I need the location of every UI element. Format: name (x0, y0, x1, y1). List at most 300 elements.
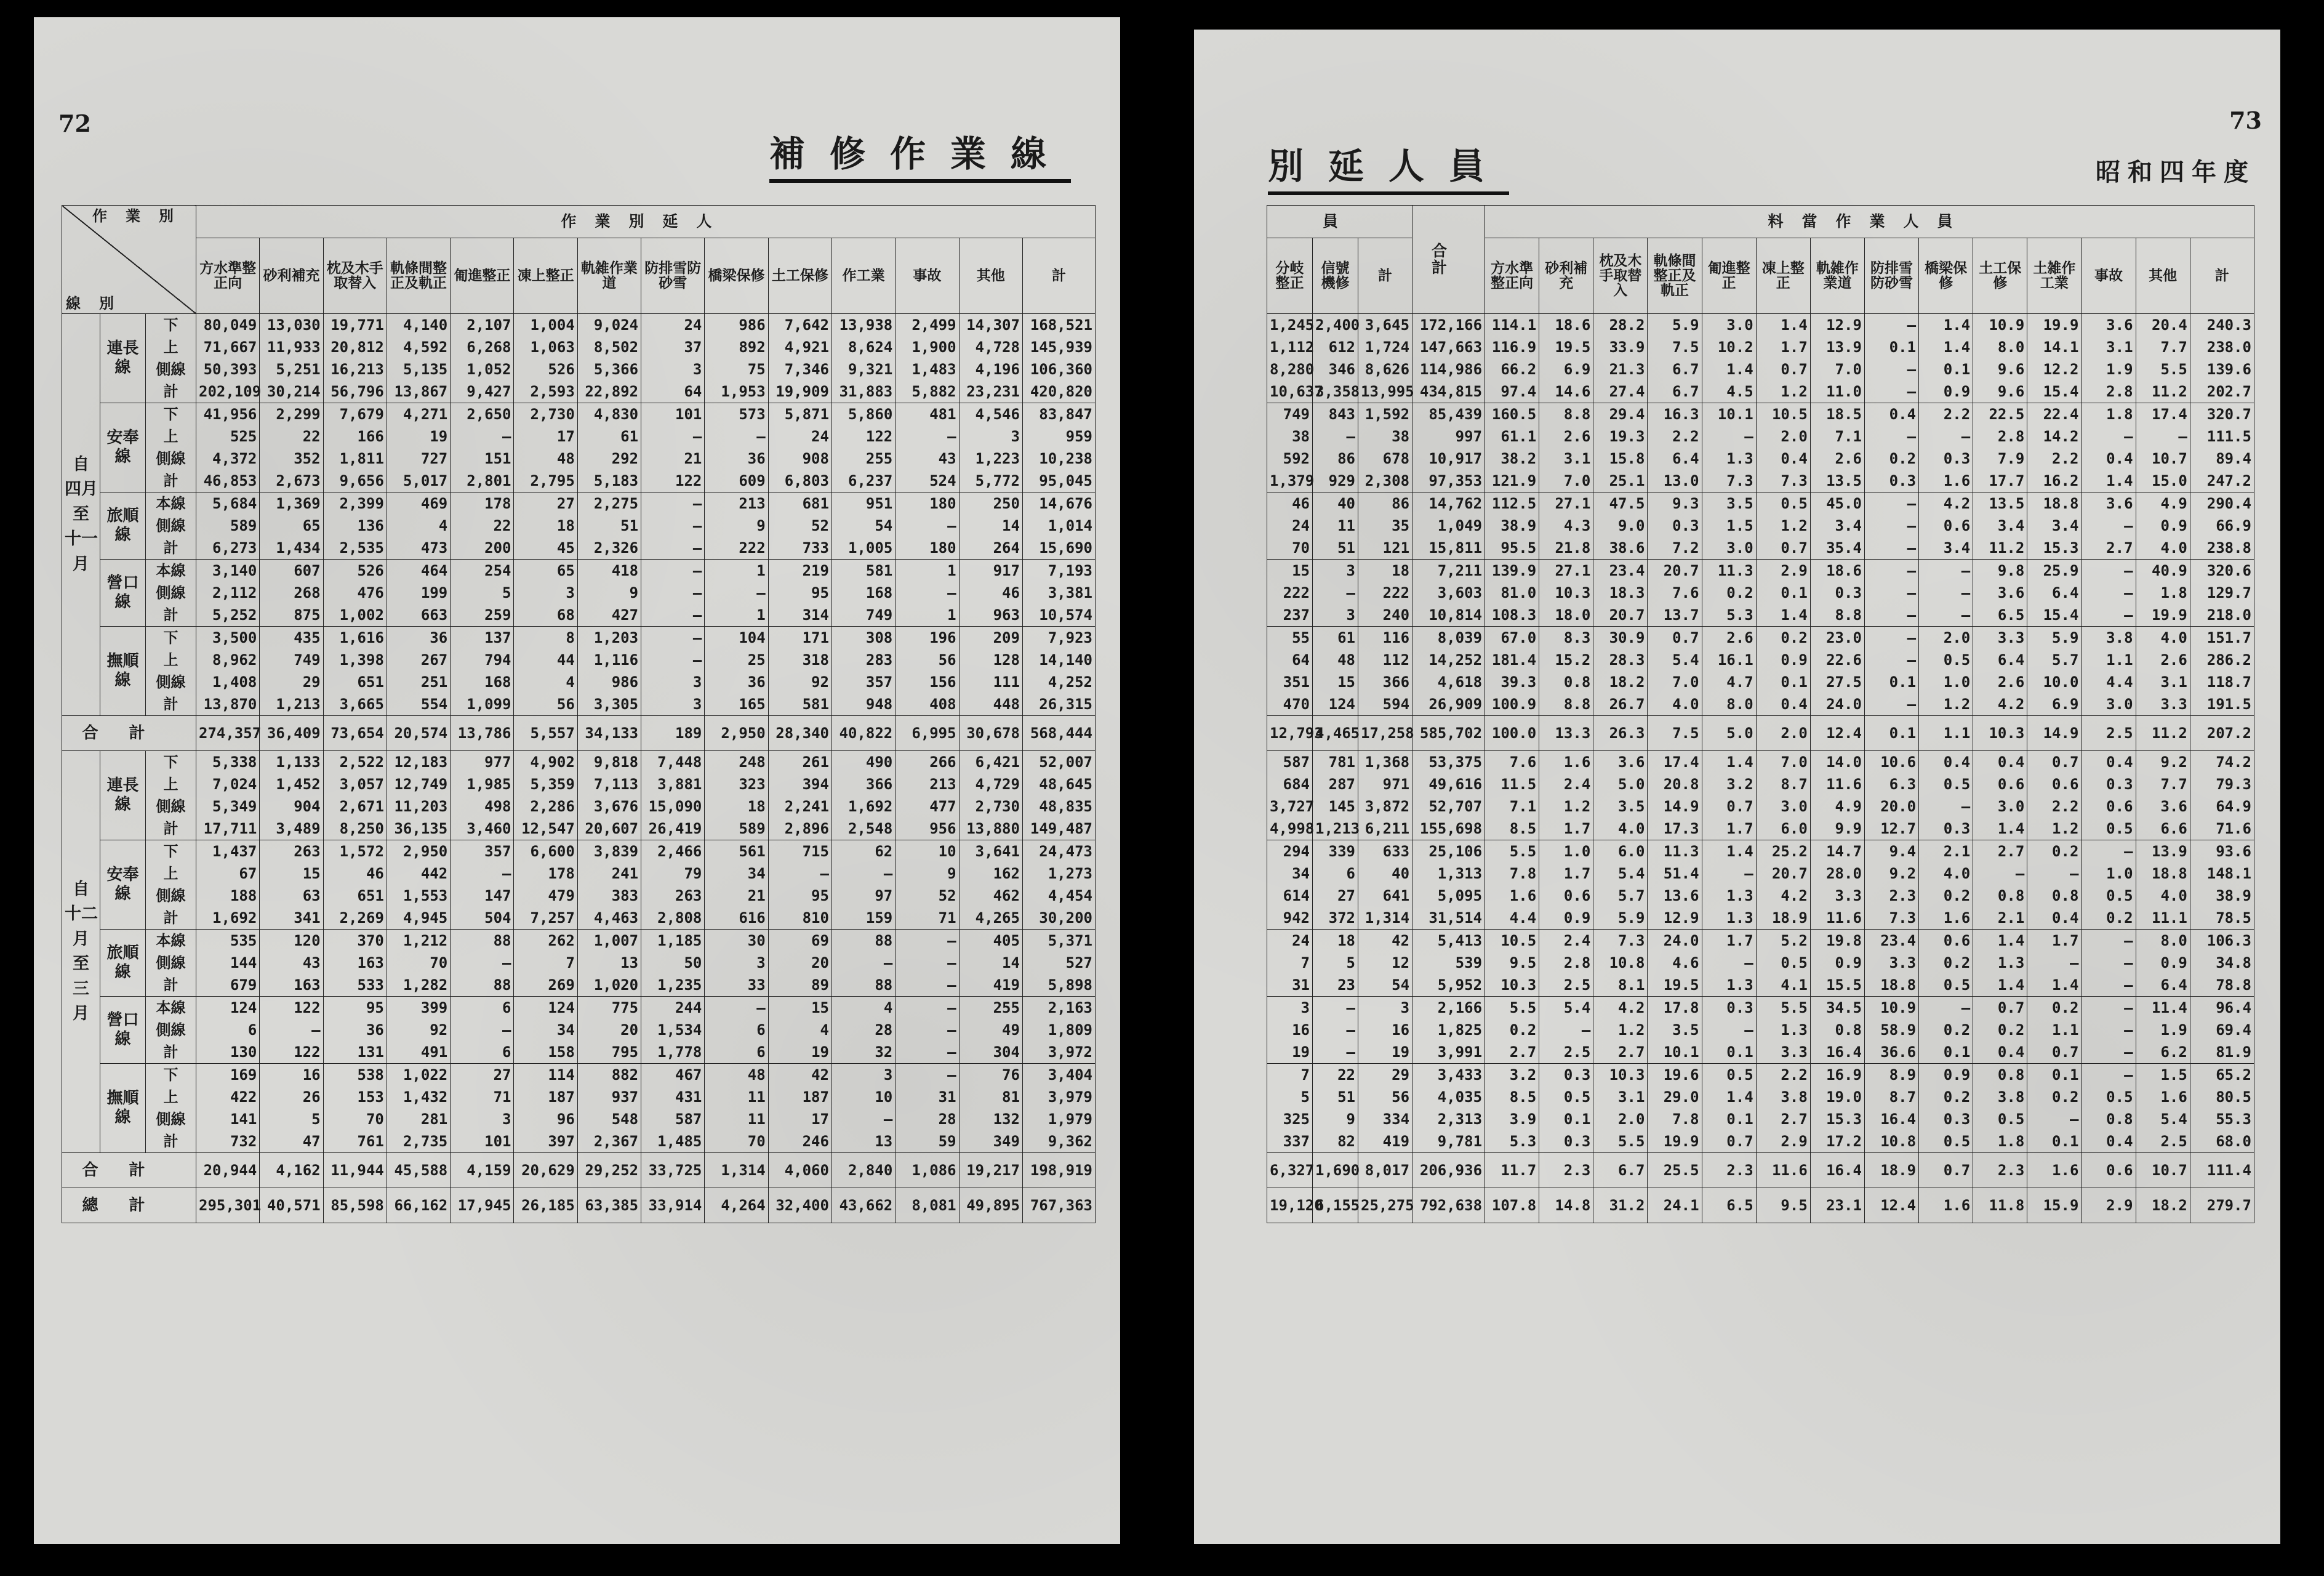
grand-total-cell: 15.9 (2027, 1188, 2082, 1223)
table-row (62, 314, 1096, 403)
table-cell: 22.5 2.8 7.9 17.7 (1973, 403, 2027, 492)
table-cell: 10.1 — 1.3 7.3 (1702, 403, 1756, 492)
line-name: 旅順線 (100, 930, 146, 997)
line-name: 營口線 (100, 560, 146, 627)
table-cell: 3,839 241 383 4,463 (577, 840, 641, 930)
table-cell: 209 128 111 448 (959, 627, 1022, 716)
group-header-left: 作業別延人 (196, 206, 1096, 238)
table-cell: 80,049 71,667 50,393 202,109 (196, 314, 260, 403)
table-cell: 18 222 240 (1358, 560, 1412, 627)
table-cell: 4,271 19 727 5,017 (387, 403, 450, 492)
subtotal-cell: 4,060 (768, 1153, 831, 1188)
table-cell: 116 112 366 594 (1358, 627, 1412, 716)
table-row (62, 930, 1096, 997)
subtotal-label: 合計 (62, 716, 196, 751)
table-cell: 12,183 12,749 11,203 36,135 (387, 751, 450, 840)
table-cell: 14,762 1,049 15,811 (1412, 492, 1485, 560)
table-row (62, 560, 1096, 627)
subtotal-cell: 10.3 (1973, 716, 2027, 751)
subtotal-cell: 2.3 (1702, 1153, 1756, 1188)
table-cell: 19.6 29.0 7.8 19.9 (1648, 1064, 1702, 1153)
page-title-right: 別延人員 (1268, 137, 1509, 195)
table-cell: 1 — 1 (705, 560, 768, 627)
table-cell: 4,140 4,592 5,135 13,867 (387, 314, 450, 403)
table-cell: 0.2 — 0.8 0.4 (2027, 840, 2082, 930)
table-cell: 2.4 2.8 2.5 (1539, 930, 1593, 997)
table-cell: 261 394 2,241 2,896 (768, 751, 831, 840)
subtotal-cell: 4,159 (451, 1153, 514, 1188)
table-cell: 15 222 237 (1267, 560, 1313, 627)
subtotal-cell: 18.9 (1864, 1153, 1918, 1188)
table-cell: 219 95 314 (768, 560, 831, 627)
table-cell: 9.8 3.6 6.5 (1973, 560, 2027, 627)
col-header: 計 (2190, 238, 2254, 314)
table-cell: 171 318 92 581 (768, 627, 831, 716)
track-type: 下 上 側線 計 (146, 1064, 196, 1153)
table-cell: 3,645 1,724 8,626 13,995 (1358, 314, 1412, 403)
subtotal-cell: 6.7 (1593, 1153, 1648, 1188)
subtotal-cell: 1.6 (2027, 1153, 2082, 1188)
grand-total-cell: 43,662 (831, 1188, 895, 1223)
table-cell: 749 38 592 1,379 (1267, 403, 1313, 492)
subtotal-cell: 0.6 (2082, 1153, 2136, 1188)
subtotal-cell: 2.0 (1756, 716, 1810, 751)
table-cell: 2.1 4.0 0.2 1.6 (1919, 840, 1973, 930)
table-cell: 10.5 2.0 0.4 7.3 (1756, 403, 1810, 492)
table-cell: 8.9 8.7 16.4 10.8 (1864, 1064, 1918, 1153)
table-cell: 55 64 351 470 (1267, 627, 1313, 716)
col-header: 軌條間整正及軌正 (387, 238, 450, 314)
table-cell: 10.3 3.1 2.0 5.5 (1593, 1064, 1648, 1153)
subtotal-cell: 206,936 (1412, 1153, 1485, 1188)
table-cell: 180 — 180 (896, 492, 959, 560)
left-page (34, 17, 1120, 1544)
subtotal-row (1267, 1153, 2254, 1188)
table-cell: 23.4 3.3 18.8 (1864, 930, 1918, 997)
table-cell: 19.9 14.1 12.2 15.4 (2027, 314, 2082, 403)
table-cell: 46 24 70 (1267, 492, 1313, 560)
corner-bottom-label: 線別 (66, 294, 132, 312)
table-cell: 7,642 4,921 7,346 19,909 (768, 314, 831, 403)
table-cell: 1,203 1,116 986 3,305 (577, 627, 641, 716)
table-cell: 114.1 116.9 66.2 97.4 (1485, 314, 1539, 403)
table-cell: 0.7 5.4 7.0 4.0 (1648, 627, 1702, 716)
table-cell: 1,592 38 678 2,308 (1358, 403, 1412, 492)
table-cell: 7,679 166 1,811 9,656 (323, 403, 387, 492)
col-header: 橋梁保修 (705, 238, 768, 314)
col-header: 枕及木手取替入 (1593, 238, 1648, 314)
table-cell: 1.5 1.6 5.4 2.5 (2136, 1064, 2190, 1153)
table-cell: 5,338 7,024 5,349 17,711 (196, 751, 260, 840)
table-cell: 0.4 0.3 0.6 0.5 (2082, 751, 2136, 840)
table-cell: 1.4 1.7 0.7 1.2 (1756, 314, 1810, 403)
grand-total-cell: 17,945 (451, 1188, 514, 1223)
table-cell: 1,185 50 1,235 (641, 930, 705, 997)
subtotal-cell: 34,133 (577, 716, 641, 751)
table-row (62, 403, 1096, 492)
col-header: 凍上整正 (1756, 238, 1810, 314)
group-header-staff: 員 (1267, 206, 1412, 238)
table-cell: 24 7 31 (1267, 930, 1313, 997)
grand-total-cell: 24.1 (1648, 1188, 1702, 1223)
table-cell: 13,938 8,624 9,321 31,883 (831, 314, 895, 403)
table-cell: 1,007 13 1,020 (577, 930, 641, 997)
subtotal-cell: 207.2 (2190, 716, 2254, 751)
table-cell: 882 937 548 2,367 (577, 1064, 641, 1153)
table-cell: 69 20 89 (768, 930, 831, 997)
subtotal-cell: 1,314 (705, 1153, 768, 1188)
table-cell: 2,730 17 48 2,795 (514, 403, 577, 492)
table-cell: 0.9 0.2 0.3 0.5 (1919, 1064, 1973, 1153)
table-cell: 101 — 21 122 (641, 403, 705, 492)
page-number-right: 73 (2229, 107, 2262, 134)
table-cell: 104 25 36 165 (705, 627, 768, 716)
col-header: 分岐整正 (1267, 238, 1313, 314)
table-cell: 14.7 28.0 3.3 11.6 (1810, 840, 1864, 930)
line-name: 安奉線 (100, 840, 146, 930)
col-header-grand: 合計 (1412, 206, 1485, 314)
table-cell: 240.3 238.0 139.6 202.7 (2190, 314, 2254, 403)
track-type: 本線 側線 計 (146, 930, 196, 997)
table-cell: 22.4 14.2 2.2 16.2 (2027, 403, 2082, 492)
subtotal-cell: 10.7 (2136, 1153, 2190, 1188)
table-cell: 124 6 130 (196, 997, 260, 1064)
table-cell: 2,466 79 263 2,808 (641, 840, 705, 930)
line-name: 營口線 (100, 997, 146, 1064)
grand-total-cell: 31.2 (1593, 1188, 1648, 1223)
subtotal-cell: 30,678 (959, 716, 1022, 751)
col-header: 事故 (2082, 238, 2136, 314)
table-cell: 370 163 533 (323, 930, 387, 997)
table-cell: 14,676 1,014 15,690 (1022, 492, 1095, 560)
table-cell: 122 — 122 (260, 997, 323, 1064)
subtotal-cell: 8,017 (1358, 1153, 1412, 1188)
table-cell: 1,437 67 188 1,692 (196, 840, 260, 930)
table-cell: 681 52 733 (768, 492, 831, 560)
table-cell: 41,956 525 4,372 46,853 (196, 403, 260, 492)
table-cell: 160.5 61.1 38.2 121.9 (1485, 403, 1539, 492)
subtotal-row (62, 716, 1096, 751)
page-title-left: 補修作業線 (769, 125, 1071, 183)
table-cell: 93.6 148.1 38.9 78.5 (2190, 840, 2254, 930)
grand-total-cell: 6,155 (1313, 1188, 1358, 1223)
table-cell: 3 10 — 13 (831, 1064, 895, 1153)
table-cell: 106.3 34.8 78.8 (2190, 930, 2254, 997)
grand-total-cell: 792,638 (1412, 1188, 1485, 1223)
line-name: 連長線 (100, 314, 146, 403)
table-cell: 3,404 3,979 1,979 9,362 (1022, 1064, 1095, 1153)
subtotal-cell: 2.3 (1539, 1153, 1593, 1188)
table-cell: 2.9 0.1 1.4 (1756, 560, 1810, 627)
fiscal-year: 昭和四年度 (2096, 158, 2256, 187)
table-cell: 1,245 1,112 8,280 10,637 (1267, 314, 1313, 403)
table-row (1267, 403, 2254, 492)
table-cell: 40 11 51 (1313, 492, 1358, 560)
table-cell: 308 283 357 948 (831, 627, 895, 716)
table-row (62, 627, 1096, 716)
table-cell: 418 9 427 (577, 560, 641, 627)
col-header: 砂利補充 (1539, 238, 1593, 314)
line-name: 旅順線 (100, 492, 146, 560)
grand-total-cell: 6.5 (1702, 1188, 1756, 1223)
table-cell: 2,400 612 346 3,358 (1313, 314, 1358, 403)
table-cell: 1.7 — 1.3 (1702, 930, 1756, 997)
table-cell: 2,399 136 2,535 (323, 492, 387, 560)
table-cell: 120 43 163 (260, 930, 323, 997)
table-row (62, 492, 1096, 560)
table-cell: 320.6 129.7 218.0 (2190, 560, 2254, 627)
table-cell: 172,166 147,663 114,986 434,815 (1412, 314, 1485, 403)
table-cell: 8.3 15.2 0.8 8.8 (1539, 627, 1593, 716)
table-cell: 581 168 749 (831, 560, 895, 627)
table-cell: 2.6 16.1 4.7 8.0 (1702, 627, 1756, 716)
table-row (1267, 751, 2254, 840)
subtotal-cell: 29,252 (577, 1153, 641, 1188)
table-cell: — — — (2082, 997, 2136, 1064)
table-cell: 5.5 7.8 1.6 4.4 (1485, 840, 1539, 930)
table-cell: 61 48 15 124 (1313, 627, 1358, 716)
table-cell: 65.2 80.5 55.3 68.0 (2190, 1064, 2254, 1153)
table-row (1267, 997, 2254, 1064)
table-cell: 3.2 8.5 3.9 5.3 (1485, 1064, 1539, 1153)
col-header: 其他 (2136, 238, 2190, 314)
table-cell: 13,030 11,933 5,251 30,214 (260, 314, 323, 403)
table-cell: 27 71 3 101 (451, 1064, 514, 1153)
table-cell: 0.3 — 0.1 (1702, 997, 1756, 1064)
table-cell: 1,212 70 1,282 (387, 930, 450, 997)
grand-total-cell: 107.8 (1485, 1188, 1539, 1223)
table-cell: — 0.1 — — (1864, 314, 1918, 403)
table-cell: 24 37 3 64 (641, 314, 705, 403)
table-cell: 42 12 54 (1358, 930, 1412, 997)
subtotal-cell: 2.3 (1973, 1153, 2027, 1188)
table-cell: 4,546 3 1,223 5,772 (959, 403, 1022, 492)
subtotal-cell: 198,919 (1022, 1153, 1095, 1188)
subtotal-cell: 20,629 (514, 1153, 577, 1188)
table-cell: 526 476 1,002 (323, 560, 387, 627)
table-cell: 469 4 473 (387, 492, 450, 560)
table-cell: 4,830 61 292 5,183 (577, 403, 641, 492)
table-cell: 29.4 19.3 15.8 25.1 (1593, 403, 1648, 492)
table-cell: 85,439 997 10,917 97,353 (1412, 403, 1485, 492)
table-row (1267, 314, 2254, 403)
grand-total-cell: 4,264 (705, 1188, 768, 1223)
table-cell: 36 267 251 554 (387, 627, 450, 716)
table-cell: 0.8 3.8 0.5 1.8 (1973, 1064, 2027, 1153)
table-cell: — — — (641, 560, 705, 627)
table-cell: 4,902 5,359 2,286 12,547 (514, 751, 577, 840)
table-cell: 1 — 1 (896, 560, 959, 627)
table-cell: 481 — 43 524 (896, 403, 959, 492)
table-cell: 1.7 — 1.4 (2027, 930, 2082, 997)
table-cell: 1.4 1.3 1.4 (1973, 930, 2027, 997)
table-cell: 244 1,534 1,778 (641, 997, 705, 1064)
grand-total-cell: 18.2 (2136, 1188, 2190, 1223)
subtotal-cell: 20,574 (387, 716, 450, 751)
table-cell: 2.0 0.5 1.0 1.2 (1919, 627, 1973, 716)
table-cell: 3 16 19 (1267, 997, 1313, 1064)
table-cell: 3,433 4,035 2,313 9,781 (1412, 1064, 1485, 1153)
table-cell: 0.5 1.2 0.7 (1756, 492, 1810, 560)
table-cell: 14,307 4,728 4,196 23,231 (959, 314, 1022, 403)
table-cell: 30.9 28.3 18.2 26.7 (1593, 627, 1648, 716)
subtotal-cell: 6,995 (896, 716, 959, 751)
table-cell: 9.4 9.2 2.3 7.3 (1864, 840, 1918, 930)
table-cell: 213 9 222 (705, 492, 768, 560)
subtotal-row (62, 1153, 1096, 1188)
subtotal-cell: 73,654 (323, 716, 387, 751)
table-cell: 715 — 95 810 (768, 840, 831, 930)
table-cell: 4.0 2.6 3.1 3.3 (2136, 627, 2190, 716)
subtotal-cell: 17,258 (1358, 716, 1412, 751)
subtotal-cell: 4,465 (1313, 716, 1358, 751)
subtotal-cell: 45,588 (387, 1153, 450, 1188)
table-cell: 3,641 162 462 4,265 (959, 840, 1022, 930)
table-cell: 467 431 587 1,485 (641, 1064, 705, 1153)
table-cell: 0.3 0.5 0.1 0.3 (1539, 1064, 1593, 1153)
table-row (1267, 560, 2254, 627)
table-cell: 1.4 — 1.3 1.3 (1702, 840, 1756, 930)
table-cell: 18.6 19.5 6.9 14.6 (1539, 314, 1593, 403)
table-cell: 0.4 — 0.2 0.3 (1864, 403, 1918, 492)
col-header: 軌雑作業道 (577, 238, 641, 314)
subtotal-cell: 11,944 (323, 1153, 387, 1188)
table-cell: 52,007 48,645 48,835 149,487 (1022, 751, 1095, 840)
table-cell: 1.0 1.7 0.6 0.9 (1539, 840, 1593, 930)
col-header: 砂利補充 (260, 238, 323, 314)
grand-total-row (62, 1188, 1096, 1223)
track-type: 下 上 側線 計 (146, 314, 196, 403)
table-cell: 9.3 0.3 7.2 (1648, 492, 1702, 560)
grand-total-cell: 279.7 (2190, 1188, 2254, 1223)
group-header-per-km: 料當作業人員 (1485, 206, 2254, 238)
subtotal-cell: 11.6 (1756, 1153, 1810, 1188)
table-cell: 24.0 4.6 19.5 (1648, 930, 1702, 997)
subtotal-cell: 12.4 (1810, 716, 1864, 751)
table-cell: 8.8 2.6 3.1 7.0 (1539, 403, 1593, 492)
table-cell: 1.6 2.4 1.2 1.7 (1539, 751, 1593, 840)
table-cell: 290.4 66.9 238.8 (2190, 492, 2254, 560)
table-cell: 20.7 7.6 13.7 (1648, 560, 1702, 627)
table-cell: 607 268 875 (260, 560, 323, 627)
table-cell: — — — (1919, 560, 1973, 627)
col-header: 信號機修 (1313, 238, 1358, 314)
table-cell: 16.9 19.0 15.3 17.2 (1810, 1064, 1864, 1153)
table-cell: 3.0 10.2 1.4 4.5 (1702, 314, 1756, 403)
table-cell: 24,473 1,273 4,454 30,200 (1022, 840, 1095, 930)
table-cell: 977 1,985 498 3,460 (451, 751, 514, 840)
track-type: 本線 側線 計 (146, 997, 196, 1064)
subtotal-cell: 189 (641, 716, 705, 751)
subtotal-cell: 28,340 (768, 716, 831, 751)
table-cell: 76 81 132 349 (959, 1064, 1022, 1153)
grand-total-cell: 32,400 (768, 1188, 831, 1223)
table-cell: 23.0 22.6 27.5 24.0 (1810, 627, 1864, 716)
grand-total-cell: 25,275 (1358, 1188, 1412, 1223)
subtotal-cell: 25.5 (1648, 1153, 1702, 1188)
table-cell: 96.4 69.4 81.9 (2190, 997, 2254, 1064)
col-header: 橋梁保修 (1919, 238, 1973, 314)
track-type: 下 上 側線 計 (146, 627, 196, 716)
line-name: 撫順線 (100, 1064, 146, 1153)
grand-total-cell: 767,363 (1022, 1188, 1095, 1223)
grand-total-cell: 85,598 (323, 1188, 387, 1223)
grand-total-cell: 8,081 (896, 1188, 959, 1223)
table-cell: 986 892 75 1,953 (705, 314, 768, 403)
table-cell: 40.9 1.8 19.9 (2136, 560, 2190, 627)
table-cell: 538 153 70 761 (323, 1064, 387, 1153)
grand-total-row (1267, 1188, 2254, 1223)
table-row (62, 751, 1096, 840)
corner-header (62, 206, 196, 314)
table-cell: 843 — 86 929 (1313, 403, 1358, 492)
table-cell: 2,163 1,809 3,972 (1022, 997, 1095, 1064)
left-data-table (62, 205, 1096, 1223)
table-cell: 83,847 959 10,238 95,045 (1022, 403, 1095, 492)
table-cell: 1,616 1,398 651 3,665 (323, 627, 387, 716)
table-cell: 74.2 79.3 64.9 71.6 (2190, 751, 2254, 840)
subtotal-cell: 14.9 (2027, 716, 2082, 751)
table-cell: 2,166 1,825 3,991 (1412, 997, 1485, 1064)
subtotal-cell: 11.7 (1485, 1153, 1539, 1188)
subtotal-cell: 2.5 (2082, 716, 2136, 751)
table-cell: 16 26 5 47 (260, 1064, 323, 1153)
grand-total-cell: 9.5 (1756, 1188, 1810, 1223)
table-cell: 2,499 1,900 1,483 5,882 (896, 314, 959, 403)
col-header: 方水準整正向 (196, 238, 260, 314)
col-header: 防排雪防砂雪 (641, 238, 705, 314)
col-header: 其他 (959, 238, 1022, 314)
grand-total-cell: 2.9 (2082, 1188, 2136, 1223)
table-cell: 1,369 65 1,434 (260, 492, 323, 560)
period-label: 自 四月 至 十一 月 (62, 314, 100, 716)
subtotal-cell: 26.3 (1593, 716, 1648, 751)
table-cell: 3 16 19 (1358, 997, 1412, 1064)
col-header: 軌條間整正及軌正 (1648, 238, 1702, 314)
subtotal-cell: 13,786 (451, 716, 514, 751)
subtotal-cell: 5.0 (1702, 716, 1756, 751)
table-cell: — — — (2082, 560, 2136, 627)
table-cell: 2,275 51 2,326 (577, 492, 641, 560)
table-cell: — — 0.1 — (1864, 627, 1918, 716)
table-cell: 11.4 1.9 6.2 (2136, 997, 2190, 1064)
table-cell: 1,004 1,063 526 2,593 (514, 314, 577, 403)
table-cell: 561 34 21 616 (705, 840, 768, 930)
subtotal-cell: 274,357 (196, 716, 260, 751)
table-cell: 14.0 11.6 4.9 9.9 (1810, 751, 1864, 840)
table-cell: 4.9 0.9 4.0 (2136, 492, 2190, 560)
table-cell: — — — (1864, 560, 1918, 627)
table-cell: 2,650 — 151 2,801 (451, 403, 514, 492)
table-cell: 1,022 1,432 281 2,735 (387, 1064, 450, 1153)
line-name: 撫順線 (100, 627, 146, 716)
table-cell: 633 40 641 1,314 (1358, 840, 1412, 930)
table-cell: 112.5 38.9 95.5 (1485, 492, 1539, 560)
table-cell: 0.2 1.1 0.7 (2027, 997, 2082, 1064)
table-cell: 9,024 8,502 5,366 22,892 (577, 314, 641, 403)
table-cell: 196 56 156 408 (896, 627, 959, 716)
period-label: 自 十二 月 至 三 月 (62, 751, 100, 1153)
table-cell: 18.8 3.4 15.3 (2027, 492, 2082, 560)
table-cell: 775 20 795 (577, 997, 641, 1064)
table-cell: 490 366 1,692 2,548 (831, 751, 895, 840)
table-cell: 6 — 6 (451, 997, 514, 1064)
table-cell: 18 5 23 (1313, 930, 1358, 997)
table-cell: 9,818 7,113 3,676 20,607 (577, 751, 641, 840)
table-cell: 0.4 0.6 3.0 1.4 (1973, 751, 2027, 840)
table-cell: 25.9 6.4 15.4 (2027, 560, 2082, 627)
table-cell: 28.2 33.9 21.3 27.4 (1593, 314, 1648, 403)
